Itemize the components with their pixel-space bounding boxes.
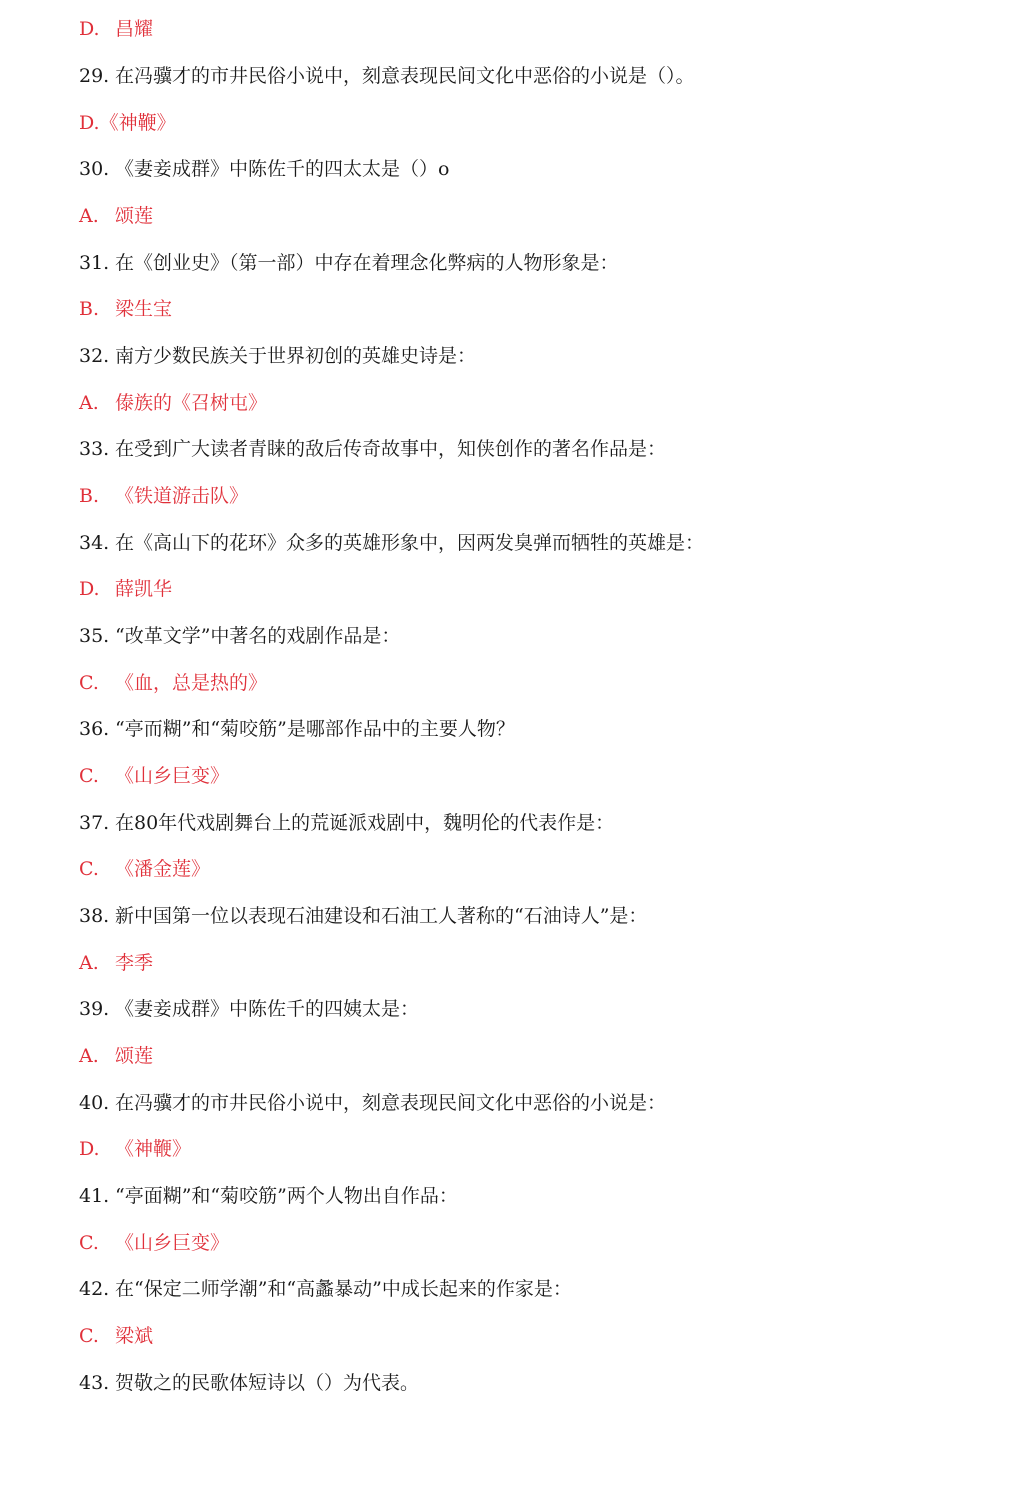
question-line (79, 1274, 572, 1304)
question-text: 在《高山下的花环》众多的英雄形象中，因两发臭弹而牺牲的英雄是： (115, 532, 705, 554)
question-line (79, 808, 614, 838)
answer-text: 《血，总是热的》 (115, 672, 268, 694)
question-number: 37. (79, 812, 110, 834)
answer-text: 梁生宝 (115, 298, 173, 320)
question-number: 38. (79, 905, 110, 927)
answer-line (79, 108, 176, 138)
question-number: 35. (79, 625, 110, 647)
question-line (79, 994, 419, 1024)
answer-line (79, 294, 172, 324)
question-number: 43. (79, 1372, 110, 1394)
question-number: 32. (79, 345, 110, 367)
answer-line (79, 761, 229, 791)
question-line (79, 621, 400, 651)
question-line (79, 434, 666, 464)
option-label: A. (79, 205, 99, 227)
question-text: 新中国第一位以表现石油建设和石油工人著称的“石油诗人”是： (115, 905, 648, 927)
question-number: 33. (79, 438, 110, 460)
answer-line (79, 1134, 191, 1164)
answer-line (79, 1041, 153, 1071)
answer-text: 颂莲 (115, 205, 154, 227)
question-number: 31. (79, 252, 110, 274)
option-label: C. (79, 765, 99, 787)
question-text: 《妻妾成群》中陈佐千的四姨太是： (115, 998, 420, 1020)
answer-text: D.《神鞭》 (79, 112, 176, 134)
question-text: 在冯骥才的市井民俗小说中，刻意表现民间文化中恶俗的小说是： (115, 1092, 667, 1114)
question-text: 贺敬之的民歌体短诗以（）为代表。 (115, 1372, 420, 1394)
option-label: C. (79, 672, 99, 694)
answer-text: 薛凯华 (115, 578, 173, 600)
question-line (79, 341, 476, 371)
answer-line (79, 481, 248, 511)
question-text: 在冯骥才的市井民俗小说中，刻意表现民间文化中恶俗的小说是（）。 (115, 65, 695, 87)
question-text: “亭而糊”和“菊咬筋”是哪部作品中的主要人物？ (115, 718, 515, 740)
question-number: 41. (79, 1185, 110, 1207)
answer-text: 昌耀 (115, 18, 154, 40)
option-label: D. (79, 578, 100, 600)
question-line (79, 714, 515, 744)
question-text: 南方少数民族关于世界初创的英雄史诗是： (115, 345, 477, 367)
option-label: A. (79, 952, 99, 974)
option-label: D. (79, 18, 100, 40)
answer-text: 李季 (115, 952, 154, 974)
option-label: C. (79, 1232, 99, 1254)
question-line (79, 61, 695, 91)
question-line (79, 901, 647, 931)
question-line (79, 1088, 666, 1118)
option-label: B. (79, 298, 100, 320)
answer-line (79, 1321, 153, 1351)
answer-text: 梁斌 (115, 1325, 154, 1347)
option-label: D. (79, 1138, 100, 1160)
question-number: 39. (79, 998, 110, 1020)
answer-text: 《铁道游击队》 (115, 485, 249, 507)
answer-line (79, 1228, 229, 1258)
question-text: 在受到广大读者青睐的敌后传奇故事中，知侠创作的著名作品是： (115, 438, 667, 460)
answer-text: 《山乡巨变》 (115, 765, 230, 787)
question-text: 《妻妾成群》中陈佐千的四太太是（）o (115, 158, 450, 180)
question-line (79, 248, 619, 278)
question-text: “亭面糊”和“菊咬筋”两个人物出自作品： (115, 1185, 458, 1207)
answer-text: 《山乡巨变》 (115, 1232, 230, 1254)
question-line (79, 154, 449, 184)
question-text: 在80年代戏剧舞台上的荒诞派戏剧中，魏明伦的代表作是： (115, 812, 615, 834)
answer-text: 颂莲 (115, 1045, 154, 1067)
question-number: 36. (79, 718, 110, 740)
option-label: A. (79, 1045, 99, 1067)
answer-line (79, 668, 267, 698)
question-line (79, 528, 704, 558)
option-label: C. (79, 858, 99, 880)
question-line (79, 1181, 458, 1211)
question-text: “改革文学”中著名的戏剧作品是： (115, 625, 401, 647)
question-number: 40. (79, 1092, 110, 1114)
question-text: 在《创业史》（第一部）中存在着理念化弊病的人物形象是： (115, 252, 619, 274)
option-label: B. (79, 485, 100, 507)
question-number: 30. (79, 158, 110, 180)
question-number: 29. (79, 65, 110, 87)
question-line (79, 1368, 419, 1398)
option-label: C. (79, 1325, 99, 1347)
answer-line (79, 201, 153, 231)
answer-line (79, 574, 172, 604)
answer-text: 《神鞭》 (115, 1138, 192, 1160)
question-number: 42. (79, 1278, 110, 1300)
answer-line (79, 854, 210, 884)
answer-line (79, 14, 153, 44)
answer-line (79, 388, 267, 418)
answer-text: 《潘金莲》 (115, 858, 211, 880)
answer-line (79, 948, 153, 978)
question-text: 在“保定二师学潮”和“高蠡暴动”中成长起来的作家是： (115, 1278, 572, 1300)
answer-text: 傣族的《召树屯》 (115, 392, 268, 414)
question-number: 34. (79, 532, 110, 554)
option-label: A. (79, 392, 99, 414)
